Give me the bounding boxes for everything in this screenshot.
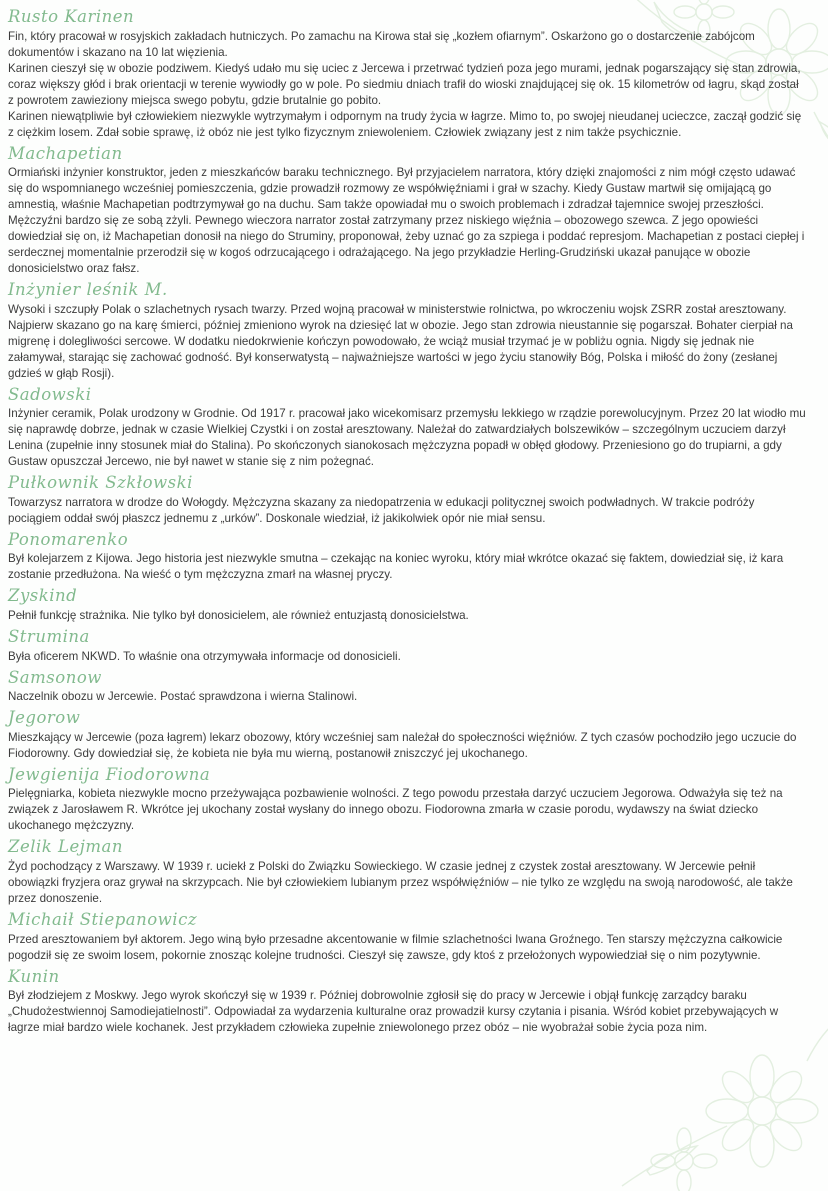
character-entry — [8, 967, 806, 1037]
character-entry — [8, 385, 806, 471]
character-name: Zelik Lejman — [8, 837, 123, 857]
character-entry — [8, 473, 806, 527]
character-name: Sadowski — [8, 384, 92, 404]
character-name: Michaił Stiepanowicz — [8, 909, 198, 929]
character-name: Inżynier leśnik M. — [8, 280, 168, 300]
character-name: Rusto Karinen — [8, 7, 135, 26]
character-description: Mieszkający w Jercewie (poza łagrem) lekarz obozowy, który wcześniej sam należał do społeczności więźniów. Z tych czasów pochodziło jego uczucie do Fiodorowny. Gdy dowiedział się, że kobieta nie była mu wierną, postanowił zniszczyć jej ukochanego. — [8, 730, 797, 760]
character-description: Był złodziejem z Moskwy. Jego wyrok skończył się w 1939 r. Później dobrowolnie zgłosił się do pracy w Jercewie i objął funkcję zarządcy baraku „Chudożestwiennoj Samodiejatielnosti”. Odpowiadał za wydarzenia kulturalne oraz prowadził kursy czytania i pisania. Wśród kobiet przebywających w łagrze miał bardzo wiele kochanek. Jest przykładem człowieka zupełnie zniewolonego przez obóz – nie wyobrażał sobie życia poza nim. — [8, 989, 779, 1035]
character-description: Żyd pochodzący z Warszawy. W 1939 r. uciekł z Polski do Związku Sowieckiego. W czasie jednej z czystek został aresztowany. W Jercewie pełnił obowiązki fryzjera oraz grywał na skrzypcach. Nie był człowiekiem lubianym przez współwięźniów – nie tylko ze względu na swoją narodowość, ale także przez donoszenie. — [8, 859, 793, 905]
character-name: Pułkownik Szkłowski — [8, 473, 193, 493]
character-entry — [8, 837, 806, 907]
character-description: Naczelnik obozu w Jercewie. Postać sprawdzona i wierna Stalinowi. — [8, 690, 358, 704]
character-description: Wysoki i szczupły Polak o szlachetnych rysach twarzy. Przed wojną pracował w ministerstwie rolnictwa, po wkroczeniu wojsk ZSRR został aresztowany. Najpierw skazano go na karę śmierci, później zmieniono wyrok na dziesięć lat w obozie. Jego stan zdrowia nieustannie się pogarszał. Bohater cierpiał na migrenę i dolegliwości sercowe. W dodatku niedokrwienie kończyn powodowało, że wciąż musiał trzymać je w pobliżu ognia. Nigdy się jednak nie załamywał, starając się zachować godność. Był konserwatystą – najważniejsze wartości w jego życiu stanowiły Bóg, Polska i miłość do żony (zesłanej gdzieś w głąb Rosji). — [8, 302, 793, 380]
character-entry — [8, 627, 806, 665]
character-entry — [8, 144, 806, 278]
character-name: Jewgienija Fiodorowna — [8, 764, 211, 784]
character-description: Fin, który pracował w rosyjskich zakładach hutniczych. Po zamachu na Kirowa stał się „kozłem ofiarnym”. Oskarżono go o dostarczenie zabójcom dokumentów i skazano na 10 lat więzienia. — [8, 29, 755, 59]
character-description: Ormiański inżynier konstruktor, jeden z mieszkańców baraku technicznego. Był przyjacielem narratora, który dzięki znajomości z nim mógł często udawać się do wspomnianego wcześniej pomieszczenia, gdzie prowadził rozmowy ze współwięźniami i grał w szachy. Kiedy Gustaw martwił się omijającą go amnestią, właśnie Machapetian podtrzymywał go na duchu. Sam także opowiadał mu o swoich problemach i zdradzał tajemnice swojej przeszłości. Mężczyźni bardzo się ze sobą zżyli. Pewnego wieczora narrator został zatrzymany przez niskiego więźnia – obozowego szewca. Z jego opowieści dowiedział się on, iż Machapetian donosił na niego do Struminy, proponował, żeby uznać go za szpiega i poddać represjom. Machapetian z postaci ciepłej i serdecznej momentalnie przerodził się w kogoś odrzucającego i odrażającego. Na jego przykładzie Herling-Grudziński ukazał panujące w obozie donosicielstwo oraz fałsz. — [8, 166, 805, 276]
character-name: Ponomarenko — [8, 529, 129, 549]
character-description: Inżynier ceramik, Polak urodzony w Grodnie. Od 1917 r. pracował jako wicekomisarz przemysłu lekkiego w rządzie porewolucyjnym. Przez 20 lat wiodło mu się naprawdę dobrze, jednak w czasie Wielkiej Czystki i on został aresztowany. Należał do zatwardziałych bolszewików – szczególnym uczuciem darzył Lenina (zupełnie inny stosunek miał do Stalina). Po skończonych sianokosach mężczyzna popadł w obłęd głodowy. Przeniesiono go do trupiarni, a gdy Gustaw opuszczał Jercewo, nie był nawet w stanie się z nim pożegnać. — [8, 407, 806, 469]
character-description: Pełnił funkcję strażnika. Nie tylko był donosicielem, ale również entuzjastą donosicielstwa. — [8, 608, 469, 622]
character-name: Zyskind — [8, 586, 78, 606]
character-entry — [8, 586, 806, 624]
character-entry — [8, 708, 806, 762]
entries — [8, 7, 806, 1036]
character-entry — [8, 530, 806, 584]
character-description: Była oficerem NKWD. To właśnie ona otrzymywała informacje od donosicieli. — [8, 649, 401, 663]
character-description: Był kolejarzem z Kijowa. Jego historia jest niezwykle smutna – czekając na koniec wyroku, który miał wkrótce okazać się faktem, dowiedział się, iż kara zostanie przedłużona. Na wieść o tym mężczyzna zmarł na własnej pryczy. — [8, 552, 784, 582]
character-entry — [8, 280, 806, 382]
character-description: Przed aresztowaniem był aktorem. Jego winą było przesadne akcentowanie w filmie szlachetności Iwana Groźnego. Ten starszy mężczyzna całkowicie pogodził się ze swoim losem, pokornie znosząc kolejne trudności. Cieszył się zawsze, gdy ktoś z przełożonych wypowiedział się o nim pozytywnie. — [8, 932, 783, 962]
character-entry — [8, 910, 806, 964]
character-entry — [8, 765, 806, 835]
character-name: Jegorow — [8, 708, 81, 728]
character-entry — [8, 7, 806, 141]
character-description: Karinen niewątpliwie był człowiekiem niezwykle wytrzymałym i odpornym na trudy życia w łagrze. Mimo to, po swojej nieudanej ucieczce, zaczął godzić się z ciężkim losem. Zdał sobie sprawę, iż obóz nie jest tylko fizycznym zniewoleniem. Człowiek związany jest z nim także psychicznie. — [8, 109, 802, 139]
character-name: Kunin — [8, 966, 60, 986]
character-description: Karinen cieszył się w obozie podziwem. Kiedyś udało mu się uciec z Jercewa i przetrwać tydzień poza jego murami, jednak pogarszający się stan zdrowia, coraz większy głód i brak orientacji w terenie wywiodły go w pole. Po siedmiu dniach trafił do wioski znajdującej się ok. 15 kilometrów od łagru, skąd został z powrotem zawieziony miejsca swego pobytu, gdzie brutalnie go pobito. — [8, 61, 801, 107]
character-name: Strumina — [8, 626, 90, 646]
character-name: Machapetian — [8, 143, 123, 163]
character-entry — [8, 668, 806, 706]
character-description: Pielęgniarka, kobieta niezwykle mocno przeżywająca pozbawienie wolności. Z tego powodu przestała darzyć uczuciem Jegorowa. Odważyła się też na związek z Jarosławem R. Wkrótce jej ukochany został wysłany do innego obozu. Fiodorowna zmarła w czasie porodu, wydawszy na świat dziecko ukochanego mężczyzny. — [8, 787, 783, 833]
character-description: Towarzysz narratora w drodze do Wołogdy. Mężczyzna skazany za niedopatrzenia w edukacji politycznej swoich podwładnych. W trakcie podróży pociągiem oddał swój płaszcz jednemu z „urków”. Doskonale wiedział, iż jakikolwiek opór nie miał sensu. — [8, 495, 755, 525]
character-name: Samsonow — [8, 667, 102, 687]
